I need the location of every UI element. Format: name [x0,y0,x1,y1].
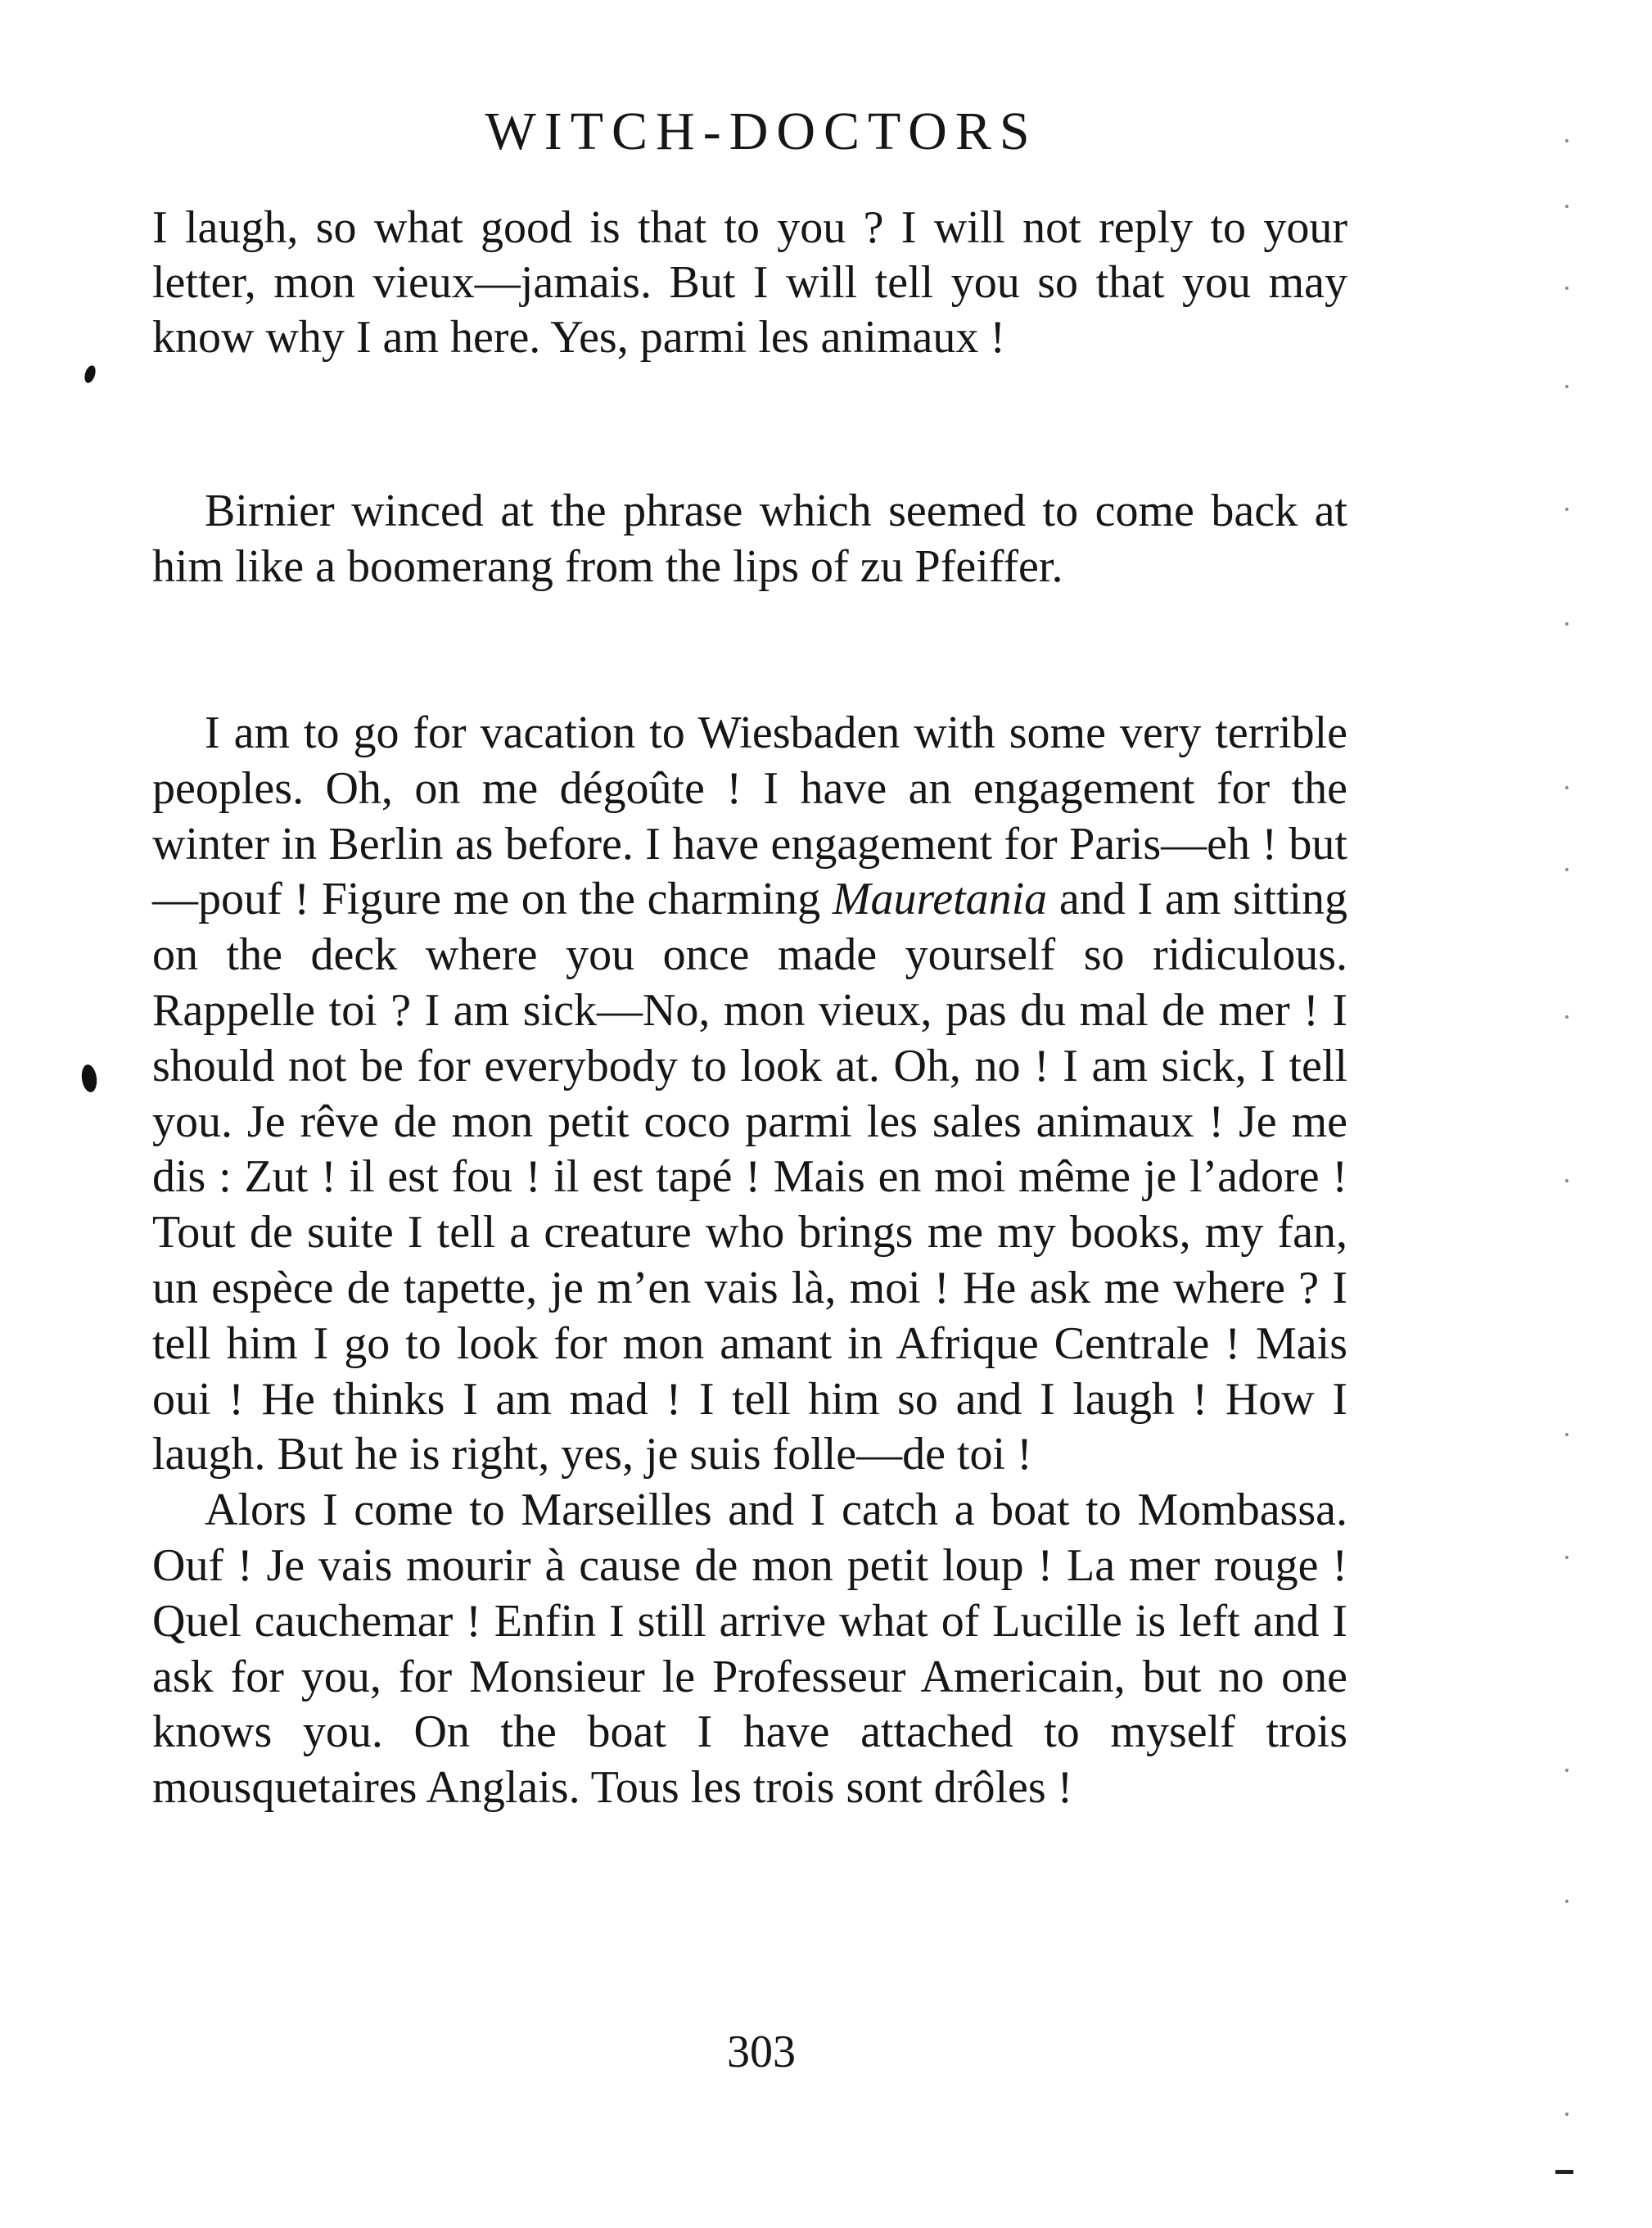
narration-paragraph: Birnier winced at the phrase which seemed to come back at him like a boomerang from the lips of zu Pfeiffer. [152,486,1347,592]
letter-paragraph-marseilles: Alors I come to Marseilles and I catch a boat to Mombassa. Ouf ! Je vais mourir à cause de mon petit loup ! La mer rouge ! Quel cauchemar ! Enfin I still arrive what of Lucille is left and I ask for you, for Monsieur le Professeur Americain, but no one knows you. On the boat I have attached to myself trois mousquetaires Anglais. Tous les trois sont drôles ! [152,1485,1347,1814]
narration-block [152,483,1347,594]
scan-speck [1565,385,1568,388]
letter-paragraph-wiesbaden [152,706,1347,1483]
letter-text-before-ship: I am to go for vacation to Wiesbaden with some very terrible peoples. Oh, on me dégoûte ! I have an engagement for the winter in Berlin as before. I have engagement for Paris—eh ! but—pouf ! Figure me on the charming [152,707,1347,925]
scan-speck [1565,1179,1568,1182]
scan-speck [1565,508,1568,511]
scan-speck [1565,2113,1568,2116]
letter-second-block [152,706,1347,1816]
scan-speck [1565,868,1568,871]
scan-speck [1565,287,1568,290]
scan-speck [1565,1433,1568,1436]
margin-ink-mark [83,364,97,385]
scan-speck [1565,786,1568,789]
scan-speck [1565,1015,1568,1019]
ship-name: Mauretania [832,874,1048,925]
scan-speck [1565,622,1568,626]
letter-continued-block [152,201,1347,365]
margin-ink-mark [80,1064,99,1093]
letter-continued-paragraph: I laugh, so what good is that to you ? I will not reply to your letter, mon vieux—jamais. But I will tell you so that you may know why I am here. Yes, parmi les animaux ! [152,202,1347,363]
scan-speck [1565,205,1568,208]
letter-text-after-ship: and I am sitting on the deck where you once made yourself so ridiculous. Rappelle toi ? I am sick—No, mon vieux, pas du mal de mer ! I should not be for everybody to look at. Oh, no ! I am sick, I tell you. Je rêve de mon petit coco parmi les sales animaux ! Je me dis : Zut ! il est fou ! il est tapé ! Mais en moi même je l’adore ! Tout de suite I tell a creature who brings me my books, my fan, un espèce de tapette, je m’en vais là, moi ! He ask me where ? I tell him I go to look for mon amant in Afrique Centrale ! Mais oui ! He thinks I am mad ! I tell him so and I laugh ! How I laugh. But he is right, yes, je suis folle—de toi ! [152,874,1348,1480]
scan-edge-dash [1555,2170,1573,2174]
scan-speck [1565,1900,1568,1903]
scan-speck [1565,1556,1568,1559]
page-number: 303 [727,2027,796,2077]
scan-speck [1565,139,1568,142]
scan-speck [1565,1769,1568,1772]
running-head: WITCH-DOCTORS [485,102,1038,161]
